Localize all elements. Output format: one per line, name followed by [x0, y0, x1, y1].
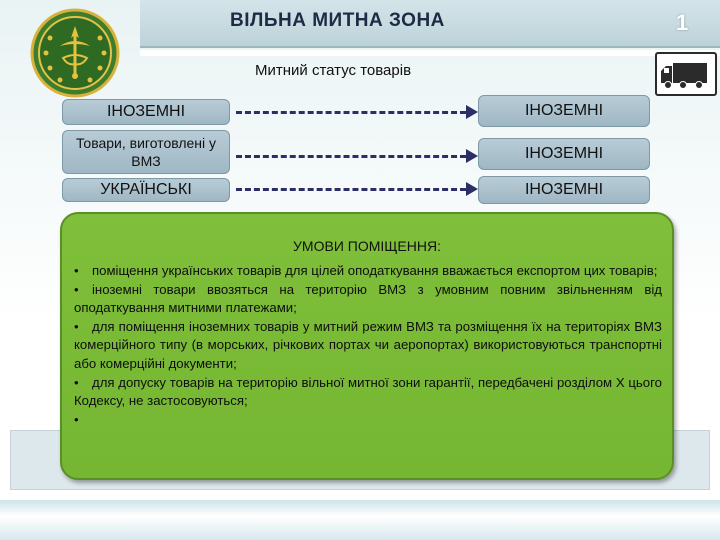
- status-left-label: УКРАЇНСЬКІ: [100, 181, 192, 198]
- status-left-foreign: [62, 99, 230, 125]
- list-item-text: для поміщення іноземних товарів у митний режим ВМЗ та розміщення їх на територіях ВМЗ комерційного типу (в морських, річкових портах чи аеропортах) використовуються транспортні або комерційні документи;: [74, 318, 662, 371]
- status-left-ukrainian: [62, 178, 230, 202]
- status-right-foreign-3: [478, 176, 650, 204]
- placement-conditions-panel: [60, 212, 674, 480]
- truck-icon: [657, 54, 715, 94]
- status-right-label: ІНОЗЕМНІ: [524, 102, 604, 119]
- arrow-line-1: [236, 111, 466, 114]
- conditions-list: [74, 262, 662, 429]
- list-item-text: поміщення українських товарів для цілей оподаткування вважається експортом цих товарів;: [92, 263, 658, 278]
- arrow-head-2: [466, 149, 478, 163]
- list-item: [74, 411, 662, 430]
- footer-background: [0, 500, 720, 540]
- conditions-title: УМОВИ ПОМІЩЕННЯ:: [293, 238, 441, 254]
- list-item: [74, 281, 662, 318]
- slide-number: 1: [676, 10, 689, 35]
- bullet-icon: •: [74, 281, 79, 297]
- status-left-label: ІНОЗЕМНІ: [106, 103, 186, 120]
- status-right-label: ІНОЗЕМНІ: [524, 181, 604, 198]
- slide-title: ВІЛЬНА МИТНА ЗОНА: [230, 10, 445, 31]
- arrow-line-3: [236, 188, 466, 191]
- subtitle: Митний статус товарів: [255, 62, 412, 79]
- status-left-made-in-fez: [62, 130, 230, 174]
- bullet-icon: •: [74, 374, 79, 390]
- list-item: [74, 262, 662, 281]
- status-right-foreign-2: [478, 138, 650, 170]
- list-item-text: іноземні товари ввозяться на територію ВМЗ з умовним повним звільненням від оподаткування митними платежами;: [74, 281, 662, 316]
- list-item: [74, 318, 662, 374]
- bullet-icon: •: [74, 263, 79, 278]
- status-right-label: ІНОЗЕМНІ: [524, 145, 604, 162]
- bullet-icon: •: [74, 318, 79, 334]
- truck-icon-frame: [655, 52, 717, 96]
- status-left-label: Товари, виготовлені у ВМЗ: [75, 135, 217, 169]
- customs-emblem-icon: [30, 8, 120, 98]
- arrow-head-3: [466, 182, 478, 196]
- bullet-icon: •: [74, 411, 79, 427]
- list-item-text: для допуску товарів на територію вільної митної зони гарантії, передбачені розділом X цього Кодексу, не застосовуються;: [74, 374, 662, 409]
- header-divider: [140, 50, 720, 56]
- list-item: [74, 374, 662, 411]
- arrow-line-2: [236, 155, 466, 158]
- status-right-foreign-1: [478, 95, 650, 127]
- arrow-head-1: [466, 105, 478, 119]
